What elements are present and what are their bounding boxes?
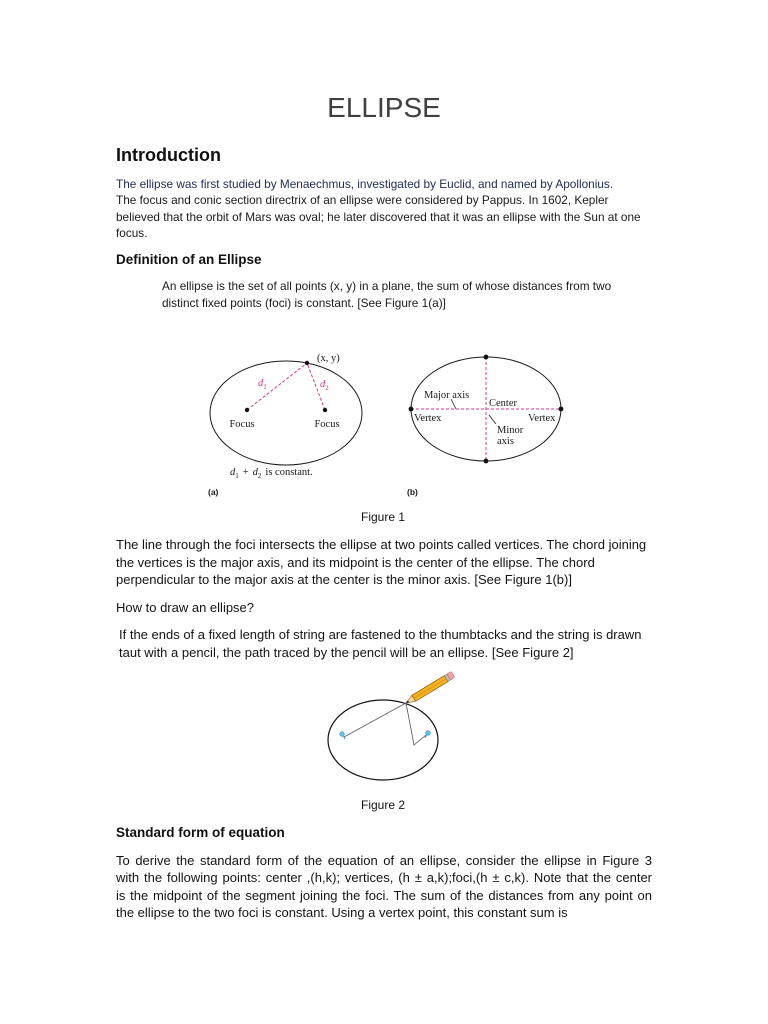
introduction-heading: Introduction <box>116 145 221 165</box>
paragraph-line: If the ends of a fixed length of string are fastened to the thumbtacks and the string is drawn <box>119 627 642 642</box>
vertex-left-dot <box>409 407 414 412</box>
ellipse-a-outline <box>210 361 362 465</box>
introduction-line: believed that the orbit of Mars was oval; he later discovered that it was an ellipse with the Sun at one <box>116 209 641 224</box>
focus-right-dot <box>323 408 327 412</box>
focus-left-dot <box>245 408 249 412</box>
center-label: Center <box>489 398 517 409</box>
d1-letter: d <box>258 378 264 389</box>
d1-label <box>258 378 267 391</box>
thumbtack-left <box>340 732 345 739</box>
how-to-draw-question: How to draw an ellipse? <box>116 600 255 615</box>
caption-d2-subscript: 2 <box>257 472 262 480</box>
point-xy-dot <box>305 361 309 365</box>
vertex-left-label: Vertex <box>414 413 442 424</box>
d2-label <box>320 379 329 392</box>
figure-1b-panel <box>407 355 563 497</box>
figure-1-caption: Figure 1 <box>360 510 406 524</box>
point-xy-label: (x, y) <box>317 353 340 364</box>
paragraph-line: To derive the standard form of the equation of an ellipse, consider the ellipse in Figure 3 <box>116 853 652 868</box>
definition-heading: Definition of an Ellipse <box>116 252 262 267</box>
vertices-paragraph <box>116 536 652 589</box>
paragraph-line: taut with a pencil, the path traced by the pencil will be an ellipse. [See Figure 2] <box>119 644 574 660</box>
paragraph-line: the vertices is the major axis, and its midpoint is the center of the ellipse. The chord <box>116 554 595 570</box>
distance-d1-line <box>247 363 307 410</box>
caption-plus-sign: + <box>242 467 249 478</box>
caption-d2-letter: d <box>252 467 258 478</box>
d2-subscript: 2 <box>325 384 329 392</box>
introduction-line: focus. <box>116 225 148 240</box>
standard-form-paragraph <box>116 852 652 921</box>
constant-sum-caption <box>230 467 313 480</box>
figure-2-caption: Figure 2 <box>360 798 406 812</box>
thumbtack-right <box>425 731 430 738</box>
caption-d1-letter: d <box>230 467 236 478</box>
d1-subscript: 1 <box>263 383 267 391</box>
panel-a-label: (a) <box>208 487 219 497</box>
page-title: ELLIPSE <box>327 92 441 123</box>
d2-letter: d <box>320 379 326 390</box>
vertex-right-label: Vertex <box>528 413 556 424</box>
vertex-right-dot <box>559 407 564 412</box>
caption-d1-subscript: 1 <box>235 472 239 480</box>
pencil-icon <box>404 671 455 706</box>
string-line <box>344 703 426 745</box>
minor-bottom-dot <box>484 459 489 464</box>
paragraph-line: the ellipse to the two foci is constant. Using a vertex point, this constant sum is <box>116 904 568 920</box>
introduction-paragraph <box>116 176 652 241</box>
paragraph-line: with the following points: center ,(h,k); vertices, (h ± a,k);foci,(h ± c,k). Note that the center <box>116 870 652 886</box>
introduction-line: The focus and conic section directrix of an ellipse were considered by Pappus. In 1602, Kepler <box>116 193 609 208</box>
figure-1a-panel <box>208 353 362 497</box>
panel-b-label: (b) <box>407 487 418 497</box>
introduction-line: The ellipse was first studied by Menaechmus, investigated by Euclid, and named by Apollonius. <box>116 177 614 191</box>
minor-axis-pointer <box>489 415 496 424</box>
focus-right-label: Focus <box>314 419 340 430</box>
paragraph-line: The line through the foci intersects the ellipse at two points called vertices. The chord joining <box>116 537 647 552</box>
minor-axis-label-line1: Minor <box>497 425 524 436</box>
minor-top-dot <box>484 355 489 360</box>
paragraph-line: perpendicular to the major axis at the center is the minor axis. [See Figure 1(b)] <box>116 572 572 587</box>
figure-1-diagram <box>0 340 768 510</box>
how-to-draw-paragraph <box>116 626 652 661</box>
standard-form-heading: Standard form of equation <box>116 825 285 840</box>
definition-line: distinct fixed points (foci) is constant. [See Figure 1(a)] <box>162 296 446 310</box>
definition-paragraph <box>162 278 642 312</box>
focus-left-label: Focus <box>229 419 255 430</box>
figure-2-diagram <box>0 665 768 795</box>
major-axis-label: Major axis <box>424 390 470 401</box>
minor-axis-label-line2: axis <box>497 436 514 447</box>
paragraph-line: is the midpoint of the segment joining the foci. The sum of the distances from any point on <box>116 887 652 903</box>
definition-line: An ellipse is the set of all points (x, y) in a plane, the sum of whose distances from two <box>162 279 612 293</box>
caption-constant-text: is constant. <box>265 467 313 478</box>
drawn-ellipse-outline <box>328 700 438 780</box>
